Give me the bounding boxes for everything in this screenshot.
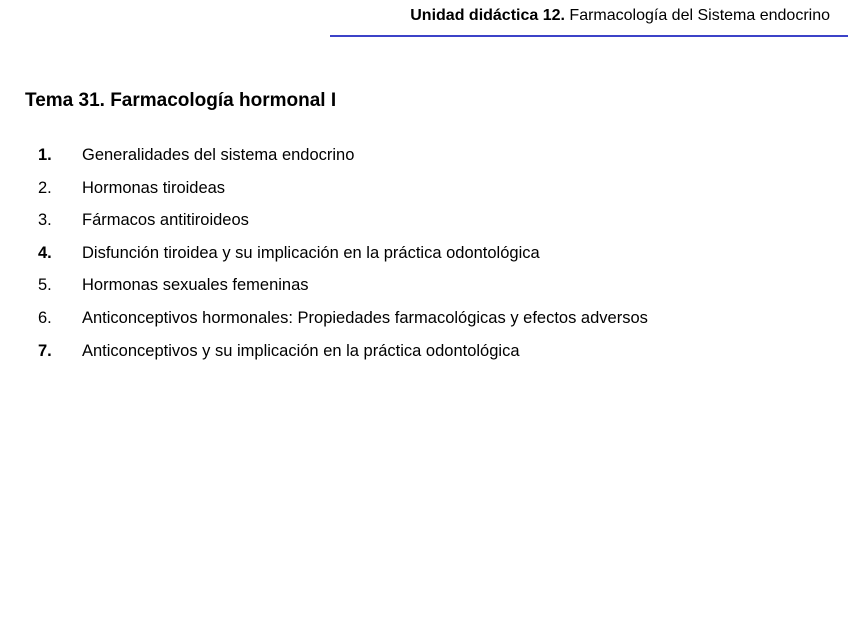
list-item <box>38 244 648 277</box>
unit-title: Farmacología del Sistema endocrino <box>564 7 830 24</box>
list-item <box>38 179 648 212</box>
list-item-number: 2. <box>38 178 52 197</box>
list-item-text: Hormonas tiroideas <box>82 178 226 197</box>
list-item-number: 5. <box>38 276 52 295</box>
topic-list <box>38 146 648 374</box>
list-item-text: Anticonceptivos y su implicación en la práctica odontológica <box>82 341 520 360</box>
list-item-text: Anticonceptivos hormonales: Propiedades farmacológicas y efectos adversos <box>82 308 648 327</box>
list-item <box>38 309 648 342</box>
list-item-number: 1. <box>38 146 52 164</box>
list-item <box>38 276 648 309</box>
list-item-text: Hormonas sexuales femeninas <box>82 276 309 295</box>
slide-header <box>410 7 830 25</box>
list-item-number: 4. <box>38 243 52 262</box>
list-item-text: Fármacos antitiroideos <box>82 211 249 230</box>
list-item-number: 6. <box>38 308 52 327</box>
page-title: Tema 31. Farmacología hormonal I <box>25 90 337 111</box>
list-item-number: 7. <box>38 341 52 360</box>
list-item <box>38 342 648 375</box>
list-item-text: Disfunción tiroidea y su implicación en la práctica odontológica <box>82 243 540 262</box>
list-item <box>38 146 648 179</box>
list-item <box>38 211 648 244</box>
header-divider <box>330 35 848 37</box>
list-item-number: 3. <box>38 211 52 230</box>
list-item-text: Generalidades del sistema endocrino <box>82 146 355 164</box>
unit-label: Unidad didáctica 12. <box>410 7 565 24</box>
